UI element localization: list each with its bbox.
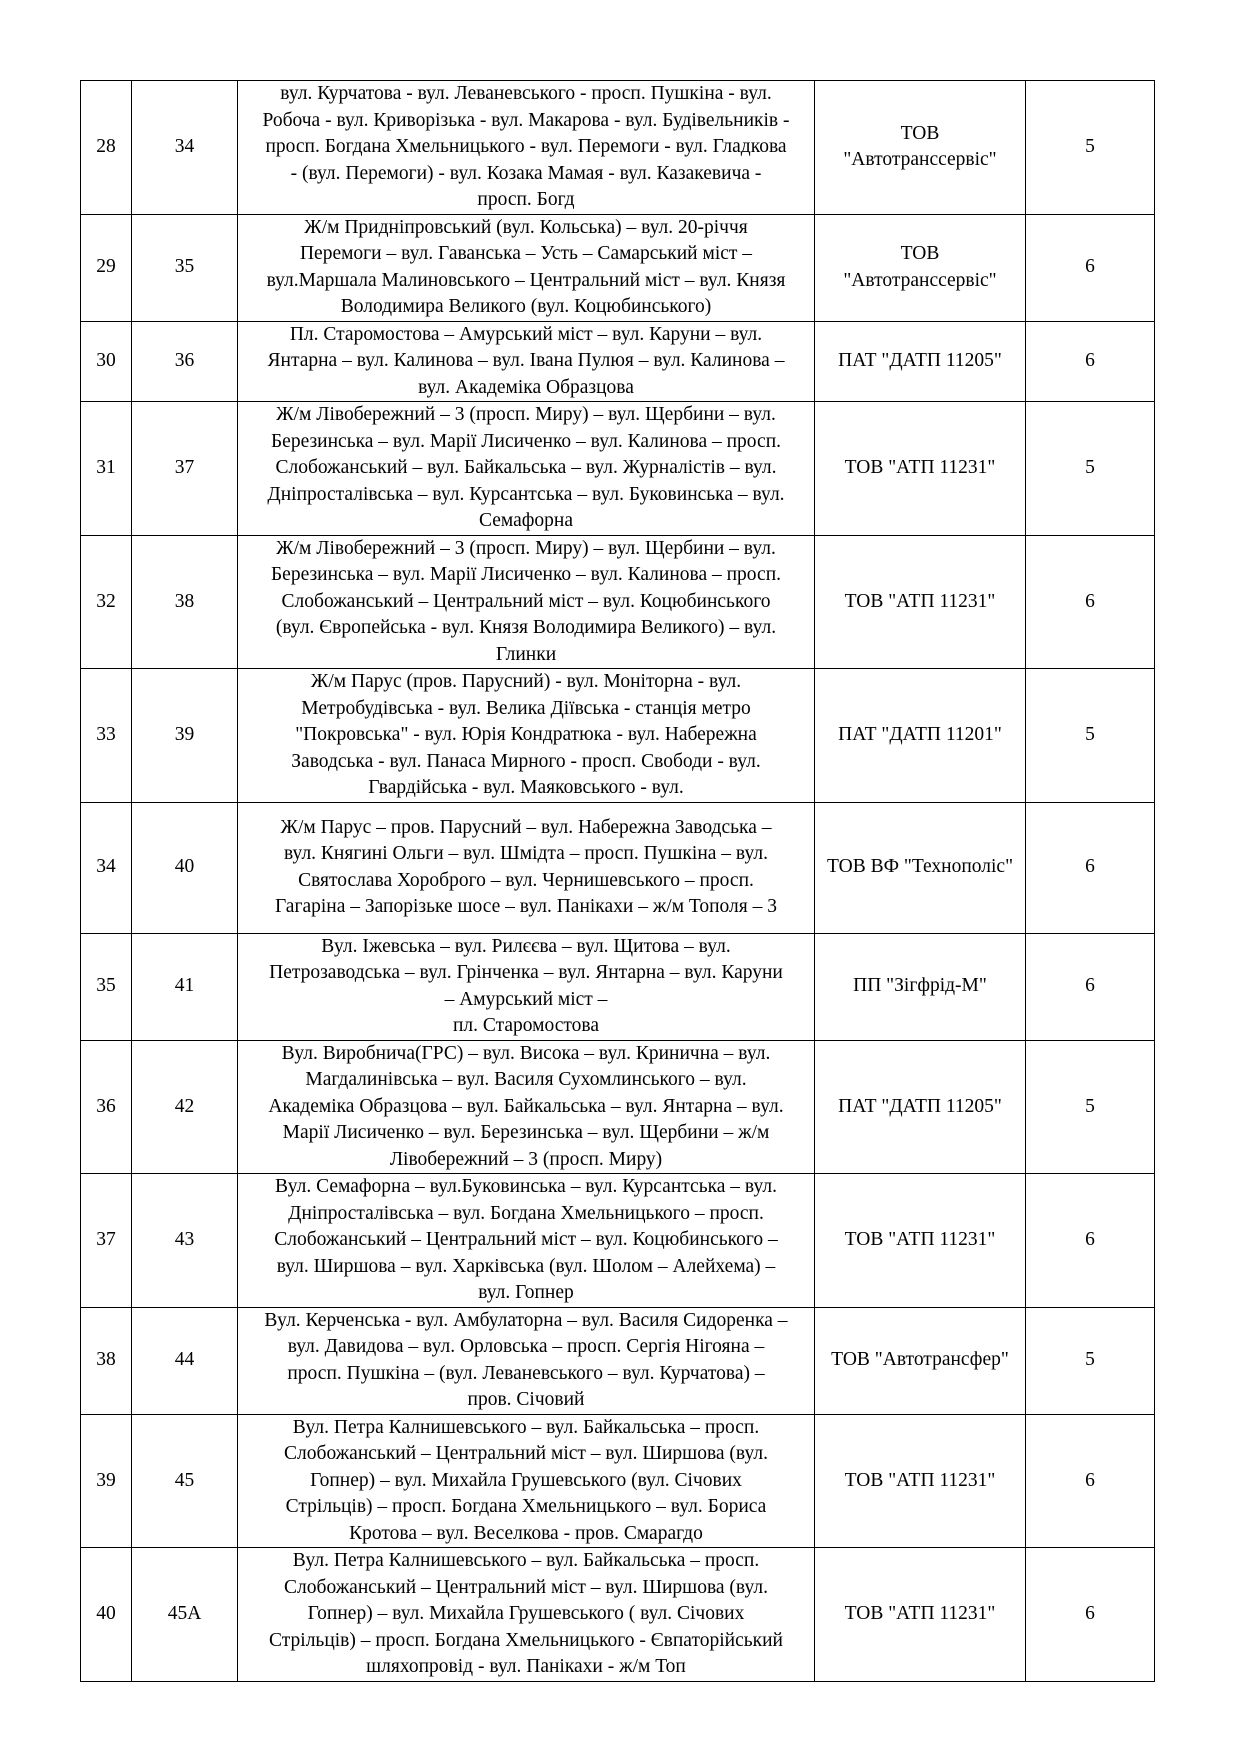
table-row bbox=[81, 321, 1155, 402]
carrier-name: ПАТ "ДАТП 11201" bbox=[815, 669, 1026, 803]
vehicle-class: 6 bbox=[1026, 1174, 1155, 1308]
row-number: 32 bbox=[81, 535, 132, 669]
route-description: вул. Курчатова - вул. Леваневського - просп. Пушкіна - вул. Робоча - вул. Криворізька - вул. Макарова - вул. Будівельників - просп. Богдана Хмельницького - вул. Перемоги - вул. Гладкова - (вул. Перемоги) - вул. Козака Мамая - вул. Казакевича - просп. Богд bbox=[238, 81, 815, 215]
route-description: Вул. Керченська - вул. Амбулаторна – вул. Василя Сидоренка – вул. Давидова – вул. Орловська – просп. Сергія Нігояна – просп. Пушкіна – (вул. Леваневського – вул. Курчатова) – пров. Січовий bbox=[238, 1307, 815, 1414]
carrier-name: ПАТ "ДАТП 11205" bbox=[815, 1040, 1026, 1174]
row-number: 28 bbox=[81, 81, 132, 215]
row-number: 31 bbox=[81, 402, 132, 536]
route-description: Ж/м Парус (пров. Парусний) - вул. Моніторна - вул. Метробудівська - вул. Велика Діївська - станція метро "Покровська" - вул. Юрія Кондратюка - вул. Набережна Заводська - вул. Панаса Мирного - просп. Свободи - вул. Гвардійська - вул. Маяковського - вул. bbox=[238, 669, 815, 803]
route-number: 45 bbox=[132, 1414, 238, 1548]
route-description: Вул. Семафорна – вул.Буковинська – вул. Курсантська – вул. Дніпросталівська – вул. Богдана Хмельницького – просп. Слобожанський – Центральний міст – вул. Коцюбинського – вул. Ширшова – вул. Харківська (вул. Шолом – Алейхема) – вул. Гопнер bbox=[238, 1174, 815, 1308]
vehicle-class: 6 bbox=[1026, 933, 1155, 1040]
table-row bbox=[81, 402, 1155, 536]
table-row bbox=[81, 933, 1155, 1040]
carrier-name: ПАТ "ДАТП 11205" bbox=[815, 321, 1026, 402]
route-description: Ж/м Придніпровський (вул. Кольська) – вул. 20-річчя Перемоги – вул. Гаванська – Усть – Самарський міст – вул.Маршала Малиновського – Центральний міст – вул. Князя Володимира Великого (вул. Коцюбинського) bbox=[238, 214, 815, 321]
table-row bbox=[81, 1174, 1155, 1308]
route-number: 45А bbox=[132, 1548, 238, 1682]
table-row bbox=[81, 1414, 1155, 1548]
row-number: 38 bbox=[81, 1307, 132, 1414]
carrier-name: ТОВ "АТП 11231" bbox=[815, 402, 1026, 536]
route-description: Вул. Петра Калнишевського – вул. Байкальська – просп. Слобожанський – Центральний міст – вул. Ширшова (вул. Гопнер) – вул. Михайла Грушевського ( вул. Січових Стрільців) – просп. Богдана Хмельницького - Євпаторійський шляхопровід - вул. Панікахи - ж/м Топ bbox=[238, 1548, 815, 1682]
row-number: 40 bbox=[81, 1548, 132, 1682]
vehicle-class: 6 bbox=[1026, 535, 1155, 669]
row-number: 34 bbox=[81, 802, 132, 933]
row-number: 30 bbox=[81, 321, 132, 402]
route-description: Ж/м Лівобережний – 3 (просп. Миру) – вул. Щербини – вул. Березинська – вул. Марії Лисиченко – вул. Калинова – просп. Слобожанський – Центральний міст – вул. Коцюбинського (вул. Європейська - вул. Князя Володимира Великого) – вул. Глинки bbox=[238, 535, 815, 669]
carrier-name: ТОВ "АТП 11231" bbox=[815, 535, 1026, 669]
row-number: 39 bbox=[81, 1414, 132, 1548]
route-number: 41 bbox=[132, 933, 238, 1040]
vehicle-class: 5 bbox=[1026, 402, 1155, 536]
route-description: Пл. Старомостова – Амурський міст – вул. Каруни – вул. Янтарна – вул. Калинова – вул. Івана Пулюя – вул. Калинова – вул. Академіка Образцова bbox=[238, 321, 815, 402]
route-description: Вул. Петра Калнишевського – вул. Байкальська – просп. Слобожанський – Центральний міст – вул. Ширшова (вул. Гопнер) – вул. Михайла Грушевського (вул. Січових Стрільців) – просп. Богдана Хмельницького – вул. Бориса Кротова – вул. Веселкова - пров. Смарагдо bbox=[238, 1414, 815, 1548]
table-row bbox=[81, 81, 1155, 215]
table-row bbox=[81, 802, 1155, 933]
row-number: 37 bbox=[81, 1174, 132, 1308]
carrier-name: ТОВ "АТП 11231" bbox=[815, 1174, 1026, 1308]
carrier-name: ТОВ ВФ "Технополіс" bbox=[815, 802, 1026, 933]
route-number: 39 bbox=[132, 669, 238, 803]
carrier-name: ТОВ "АТП 11231" bbox=[815, 1548, 1026, 1682]
carrier-name: ТОВ "Автотранссервіс" bbox=[815, 81, 1026, 215]
route-description: Вул. Виробнича(ГРС) – вул. Висока – вул. Кринична – вул. Магдалинівська – вул. Василя Сухомлинського – вул. Академіка Образцова – вул. Байкальська – вул. Янтарна – вул. Марії Лисиченко – вул. Березинська – вул. Щербини – ж/м Лівобережний – 3 (просп. Миру) bbox=[238, 1040, 815, 1174]
carrier-name: ТОВ "Автотрансфер" bbox=[815, 1307, 1026, 1414]
table-row bbox=[81, 669, 1155, 803]
table-row bbox=[81, 535, 1155, 669]
route-description: Вул. Іжевська – вул. Рилєєва – вул. Щитова – вул. Петрозаводська – вул. Грінченка – вул. Янтарна – вул. Каруни – Амурський міст – пл. Старомостова bbox=[238, 933, 815, 1040]
vehicle-class: 6 bbox=[1026, 321, 1155, 402]
route-description: Ж/м Лівобережний – 3 (просп. Миру) – вул. Щербини – вул. Березинська – вул. Марії Лисиченко – вул. Калинова – просп. Слобожанський – вул. Байкальська – вул. Журналістів – вул. Дніпросталівська – вул. Курсантська – вул. Буковинська – вул. Семафорна bbox=[238, 402, 815, 536]
route-number: 37 bbox=[132, 402, 238, 536]
row-number: 36 bbox=[81, 1040, 132, 1174]
carrier-name: ТОВ "Автотранссервіс" bbox=[815, 214, 1026, 321]
route-number: 38 bbox=[132, 535, 238, 669]
route-number: 34 bbox=[132, 81, 238, 215]
vehicle-class: 6 bbox=[1026, 1548, 1155, 1682]
route-number: 43 bbox=[132, 1174, 238, 1308]
carrier-name: ПП "Зігфрід-М" bbox=[815, 933, 1026, 1040]
route-number: 42 bbox=[132, 1040, 238, 1174]
row-number: 33 bbox=[81, 669, 132, 803]
vehicle-class: 6 bbox=[1026, 802, 1155, 933]
vehicle-class: 5 bbox=[1026, 1307, 1155, 1414]
vehicle-class: 5 bbox=[1026, 81, 1155, 215]
table-row bbox=[81, 1548, 1155, 1682]
table-row bbox=[81, 214, 1155, 321]
table-row bbox=[81, 1307, 1155, 1414]
routes-table bbox=[80, 80, 1155, 1682]
vehicle-class: 5 bbox=[1026, 1040, 1155, 1174]
route-number: 36 bbox=[132, 321, 238, 402]
vehicle-class: 6 bbox=[1026, 1414, 1155, 1548]
route-number: 44 bbox=[132, 1307, 238, 1414]
route-number: 40 bbox=[132, 802, 238, 933]
row-number: 29 bbox=[81, 214, 132, 321]
table-row bbox=[81, 1040, 1155, 1174]
vehicle-class: 6 bbox=[1026, 214, 1155, 321]
route-description: Ж/м Парус – пров. Парусний – вул. Набережна Заводська – вул. Княгині Ольги – вул. Шмідта – просп. Пушкіна – вул. Святослава Хороброго – вул. Чернишевського – просп. Гагаріна – Запорізьке шосе – вул. Панікахи – ж/м Тополя – 3 bbox=[238, 802, 815, 933]
carrier-name: ТОВ "АТП 11231" bbox=[815, 1414, 1026, 1548]
row-number: 35 bbox=[81, 933, 132, 1040]
vehicle-class: 5 bbox=[1026, 669, 1155, 803]
route-number: 35 bbox=[132, 214, 238, 321]
